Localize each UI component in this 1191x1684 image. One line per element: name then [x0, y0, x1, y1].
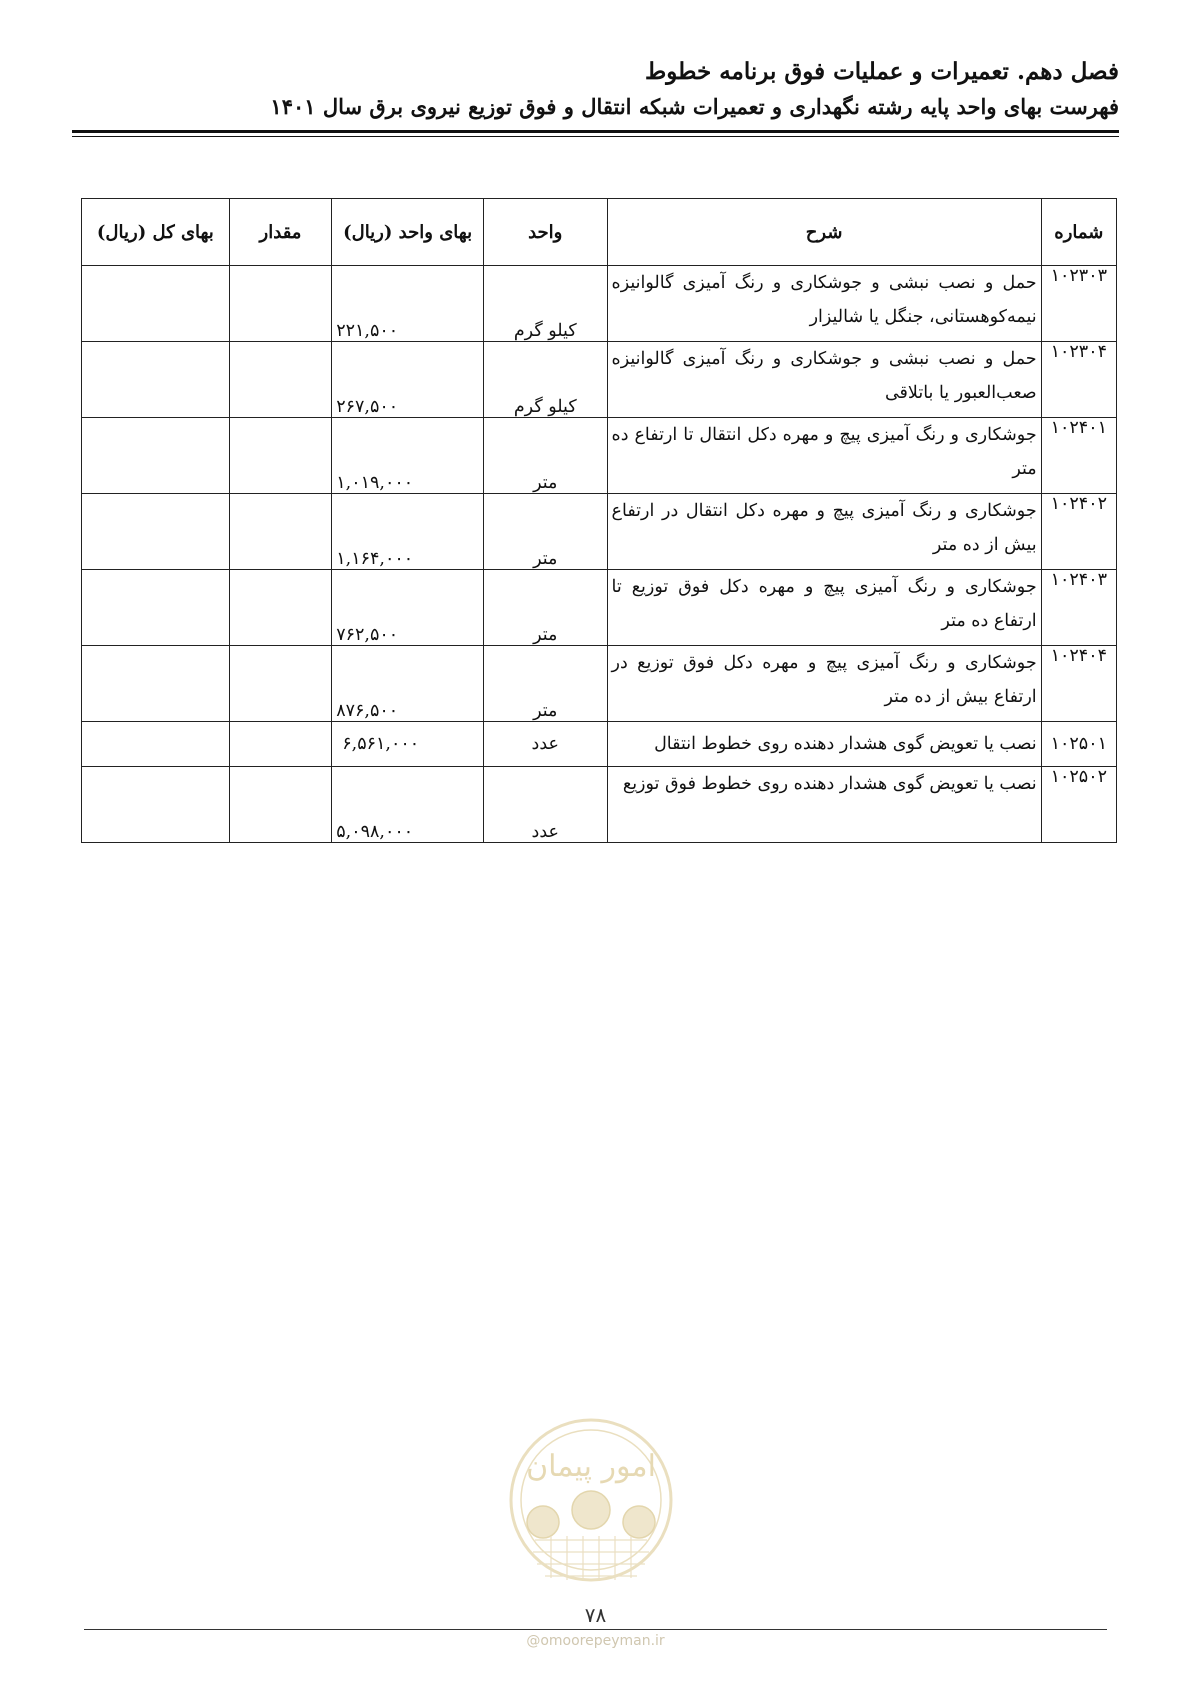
- item-quantity: [229, 494, 331, 570]
- header-rule-thin: [72, 136, 1119, 137]
- item-unit-price: ۷۶۲,۵۰۰: [332, 570, 484, 646]
- item-number: ۱۰۲۵۰۲: [1041, 767, 1116, 843]
- item-description: نصب یا تعویض گوی هشدار دهنده روی خطوط انتقال: [607, 722, 1041, 767]
- item-number: ۱۰۲۳۰۴: [1041, 342, 1116, 418]
- col-header-total-price: بهای کل (ریال): [82, 199, 230, 266]
- item-description: جوشکاری و رنگ آمیزی پیچ و مهره دکل انتقال تا ارتفاع ده متر: [607, 418, 1041, 494]
- item-number: ۱۰۲۳۰۳: [1041, 266, 1116, 342]
- item-quantity: [229, 722, 331, 767]
- item-quantity: [229, 342, 331, 418]
- item-unit-price: ۱,۱۶۴,۰۰۰: [332, 494, 484, 570]
- table-header-row: [82, 199, 1117, 266]
- item-unit-price: ۶,۵۶۱,۰۰۰: [332, 722, 484, 767]
- watermark-logo: [505, 1412, 677, 1592]
- item-unit: متر: [483, 646, 607, 722]
- watermark-text: امور پیمان: [526, 1449, 656, 1484]
- item-unit: متر: [483, 570, 607, 646]
- col-header-number: شماره: [1041, 199, 1116, 266]
- item-quantity: [229, 570, 331, 646]
- item-unit: کیلو گرم: [483, 266, 607, 342]
- table-row: [82, 266, 1117, 342]
- table-row: [82, 646, 1117, 722]
- page-number: ۷۸: [584, 1603, 607, 1627]
- table-row: [82, 418, 1117, 494]
- item-quantity: [229, 418, 331, 494]
- item-number: ۱۰۲۴۰۲: [1041, 494, 1116, 570]
- document-title: فهرست بهای واحد پایه رشته نگهداری و تعمیرات شبکه انتقال و فوق توزیع نیروی برق سال ۱۴۰۱: [270, 94, 1119, 119]
- table-row: [82, 767, 1117, 843]
- item-unit: عدد: [483, 722, 607, 767]
- col-header-quantity: مقدار: [229, 199, 331, 266]
- item-total-price: [82, 767, 230, 843]
- item-description: حمل و نصب نبشی و جوشکاری و رنگ آمیزی گالوانیزه صعب‌العبور یا باتلاقی: [607, 342, 1041, 418]
- table-row: [82, 722, 1117, 767]
- header-rule-thick: [72, 130, 1119, 133]
- item-quantity: [229, 266, 331, 342]
- item-unit: متر: [483, 494, 607, 570]
- item-total-price: [82, 342, 230, 418]
- item-number: ۱۰۲۴۰۳: [1041, 570, 1116, 646]
- item-description: جوشکاری و رنگ آمیزی پیچ و مهره دکل فوق توزیع در ارتفاع بیش از ده متر: [607, 646, 1041, 722]
- table-row: [82, 494, 1117, 570]
- item-unit-price: ۲۶۷,۵۰۰: [332, 342, 484, 418]
- item-total-price: [82, 570, 230, 646]
- item-total-price: [82, 722, 230, 767]
- item-unit: کیلو گرم: [483, 342, 607, 418]
- item-unit-price: ۲۲۱,۵۰۰: [332, 266, 484, 342]
- item-number: ۱۰۲۵۰۱: [1041, 722, 1116, 767]
- col-header-unit-price: بهای واحد (ریال): [332, 199, 484, 266]
- item-total-price: [82, 266, 230, 342]
- table-row: [82, 342, 1117, 418]
- item-description: حمل و نصب نبشی و جوشکاری و رنگ آمیزی گالوانیزه نیمه‌کوهستانی، جنگل یا شالیزار: [607, 266, 1041, 342]
- item-description: جوشکاری و رنگ آمیزی پیچ و مهره دکل انتقال در ارتفاع بیش از ده متر: [607, 494, 1041, 570]
- footer-rule: [84, 1629, 1107, 1630]
- chapter-title: فصل دهم. تعمیرات و عملیات فوق برنامه خطوط: [644, 58, 1119, 85]
- col-header-unit: واحد: [483, 199, 607, 266]
- item-unit-price: ۵,۰۹۸,۰۰۰: [332, 767, 484, 843]
- item-description: نصب یا تعویض گوی هشدار دهنده روی خطوط فوق توزیع: [607, 767, 1041, 843]
- item-unit-price: ۱,۰۱۹,۰۰۰: [332, 418, 484, 494]
- item-description: جوشکاری و رنگ آمیزی پیچ و مهره دکل فوق توزیع تا ارتفاع ده متر: [607, 570, 1041, 646]
- item-total-price: [82, 494, 230, 570]
- price-table: [81, 198, 1117, 843]
- col-header-description: شرح: [607, 199, 1041, 266]
- item-number: ۱۰۲۴۰۱: [1041, 418, 1116, 494]
- item-total-price: [82, 646, 230, 722]
- item-unit: عدد: [483, 767, 607, 843]
- item-unit: متر: [483, 418, 607, 494]
- item-quantity: [229, 767, 331, 843]
- item-quantity: [229, 646, 331, 722]
- item-total-price: [82, 418, 230, 494]
- item-number: ۱۰۲۴۰۴: [1041, 646, 1116, 722]
- website-watermark: @omoorepeyman.ir: [526, 1633, 665, 1649]
- table-row: [82, 570, 1117, 646]
- item-unit-price: ۸۷۶,۵۰۰: [332, 646, 484, 722]
